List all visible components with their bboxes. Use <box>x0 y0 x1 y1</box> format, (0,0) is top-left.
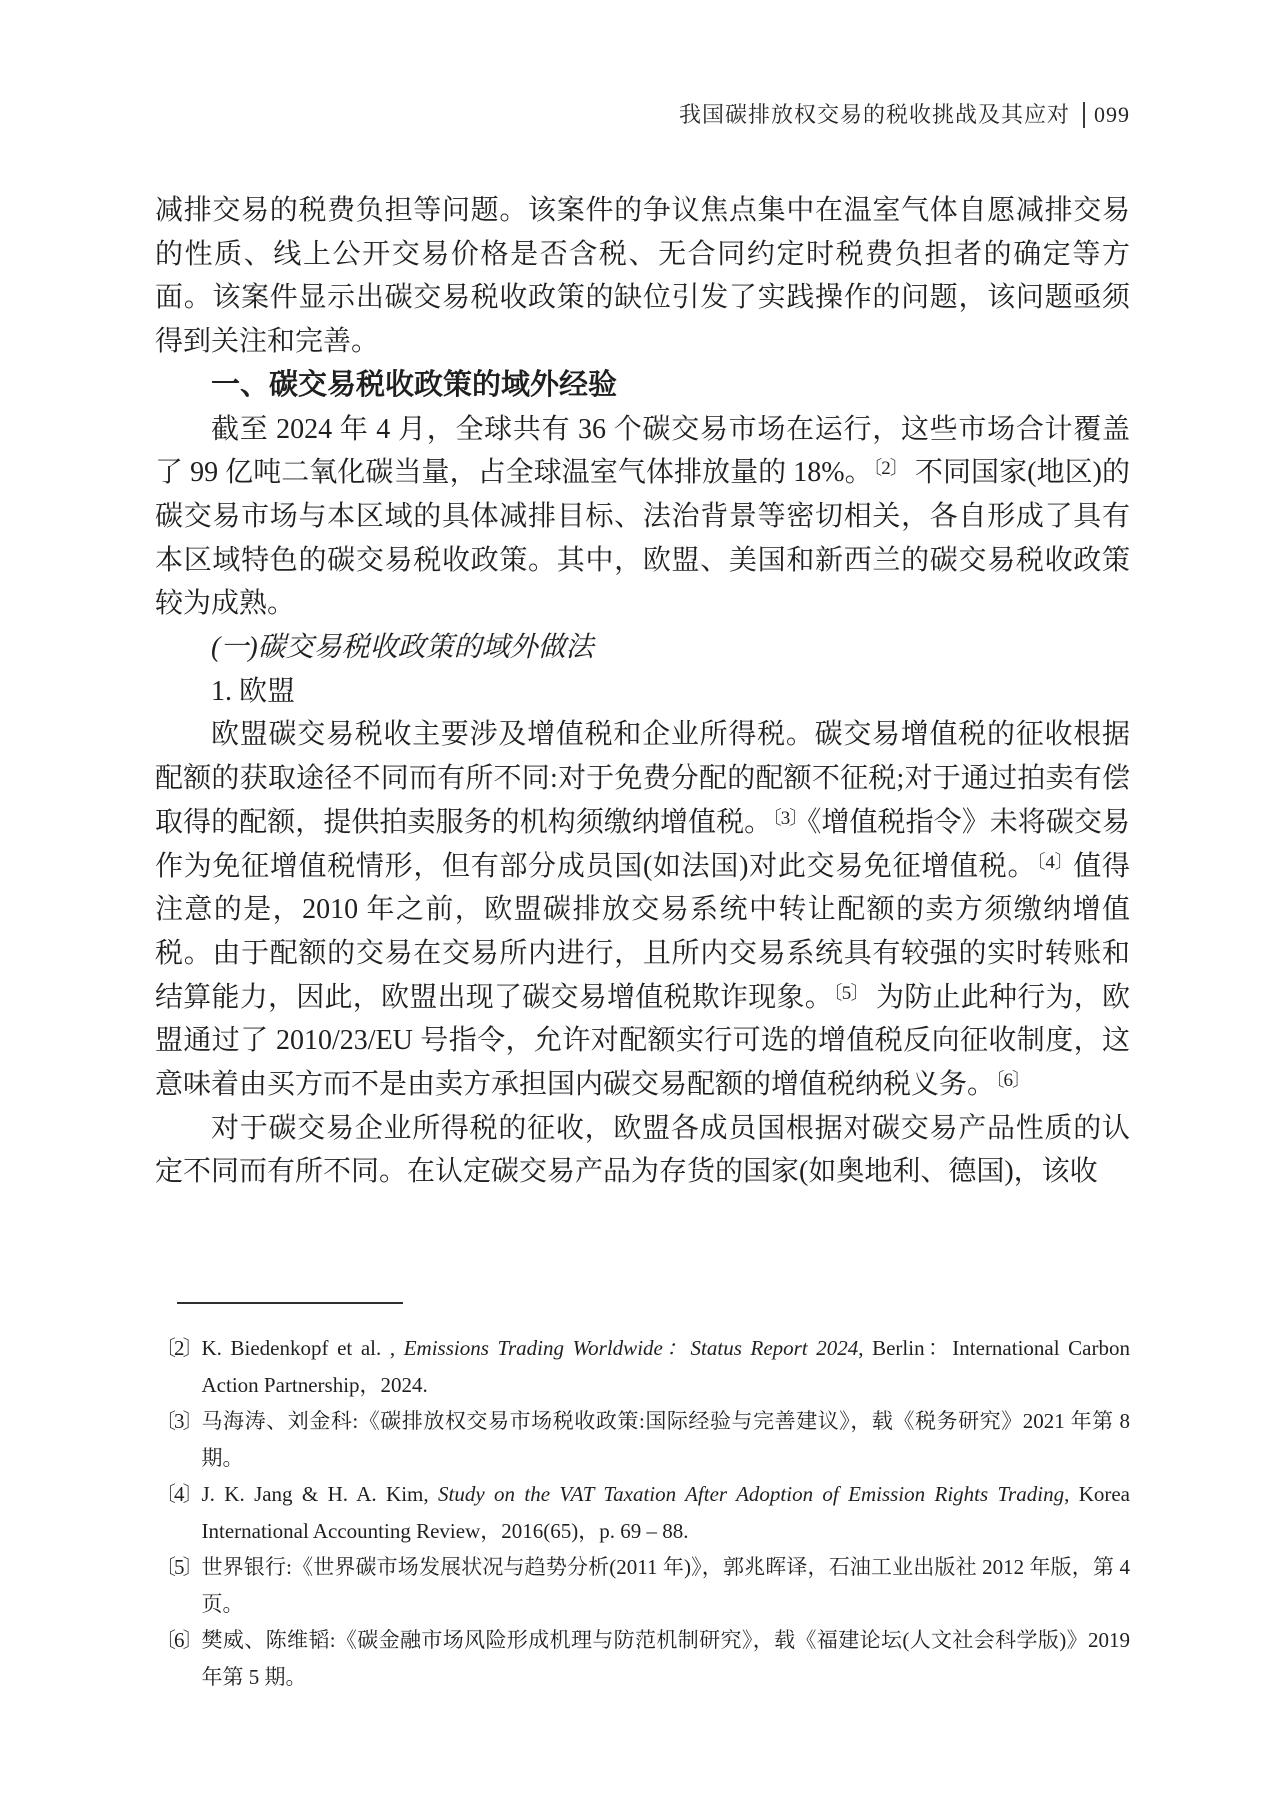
page-number: 099 <box>1094 102 1130 127</box>
footnote-marker: 〔5〕 <box>155 1555 202 1580</box>
paragraph-eu-income-tax: 对于碳交易企业所得税的征收，欧盟各成员国根据对碳交易产品性质的认定不同而有所不同。在认定碳交易产品为存货的国家(如奥地利、德国)，该收 <box>155 1112 1130 1188</box>
footnote-marker: 〔6〕 <box>155 1628 202 1653</box>
footnote-ref-5: 〔5〕 <box>832 982 869 1004</box>
paragraph-text: 截至 2024 年 4 月，全球共有 36 个碳交易市场在运行，这些市场合计覆盖了 99 亿吨二氧化碳当量，占全球温室气体排放量的 18%。 <box>155 413 1130 489</box>
footnote-segment: 马海涛、刘金科:《碳排放权交易市场税收政策:国际经验与完善建议》，载《税务研究》2021 年第 8 期。 <box>201 1409 1130 1470</box>
footnote-text <box>202 1622 1131 1695</box>
footnote-text <box>202 1403 1131 1476</box>
footnote-ref-6: 〔6〕 <box>995 1070 1031 1092</box>
paragraph-overview <box>155 408 1130 627</box>
footnote-segment: 世界银行:《世界碳市场发展状况与趋势分析(2011 年)》，郭兆晖译，石油工业出版社 2012 年版，第 4 页。 <box>201 1555 1130 1616</box>
running-header <box>155 98 1130 132</box>
running-header-title: 我国碳排放权交易的税收挑战及其应对 <box>678 102 1070 127</box>
paragraph-text: 欧盟碳交易税收主要涉及增值税和企业所得税。碳交易增值税的征收根据配额的获取途径不同而有所不同:对于免费分配的配额不征税;对于通过拍卖有偿取得的配额，提供拍卖服务的机构须缴纳增值税。 <box>155 719 1130 838</box>
footnote-2 <box>155 1330 1130 1403</box>
footnote-segment: , Berlin：International Carbon Action Partnership，2024. <box>201 1336 1130 1397</box>
footnote-text <box>202 1549 1131 1622</box>
footnote-6 <box>155 1622 1130 1695</box>
header-divider-line <box>1083 102 1085 128</box>
footnote-separator <box>177 1302 403 1304</box>
footnote-ref-4: 〔4〕 <box>1036 851 1074 873</box>
section-heading: 一、碳交易税收政策的域外经验 <box>210 368 617 401</box>
footnote-marker: 〔2〕 <box>155 1336 202 1361</box>
footnote-title-italic: Study on the VAT Taxation After Adoption of Emission Rights Trading <box>437 1482 1065 1507</box>
footnote-5 <box>155 1549 1130 1622</box>
footnote-segment: J. K. Jang & H. A. Kim, <box>201 1482 438 1507</box>
footnote-4 <box>155 1476 1130 1549</box>
footnote-text <box>202 1330 1131 1403</box>
footnote-marker: 〔4〕 <box>155 1482 202 1507</box>
footnotes <box>155 1330 1130 1695</box>
subsection-heading: (一)碳交易税收政策的域外做法 <box>211 632 594 664</box>
footnote-ref-3: 〔3〕 <box>772 807 808 829</box>
article-body <box>155 189 1130 1194</box>
footnote-segment: , Korea International Accounting Review，2016(65)，p. 69 – 88. <box>201 1482 1130 1543</box>
footnote-3 <box>155 1403 1130 1476</box>
paragraph-text: 为防止此种行为，欧盟通过了 2010/23/EU 号指令，允许对配额实行可选的增值税反向征收制度，这意味着由买方而不是由卖方承担国内碳交易配额的增值税纳税义务。 <box>155 981 1130 1101</box>
footnote-segment: K. Biedenkopf et al. , <box>201 1336 404 1361</box>
paragraph-text: 《增值税指令》未将碳交易作为免征增值税情形，但有部分成员国(如法国)对此交易免征增值税。 <box>155 806 1130 882</box>
paragraph-eu-vat <box>155 713 1130 1106</box>
paragraph-continuation: 减排交易的税费负担等问题。该案件的争议焦点集中在温室气体自愿减排交易的性质、线上公开交易价格是否含税、无合同约定时税费负担者的确定等方面。该案件显示出碳交易税收政策的缺位引发了实践操作的问题，该问题亟须得到关注和完善。 <box>155 195 1130 358</box>
footnote-marker: 〔3〕 <box>155 1409 202 1434</box>
paragraph-text: 值得注意的是，2010 年之前，欧盟碳排放交易系统中转让配额的卖方须缴纳增值税。由于配额的交易在交易所内进行，且所内交易系统具有较强的实时转账和结算能力，因此，欧盟出现了碳交易增值税欺诈现象。 <box>155 850 1130 1013</box>
footnote-text <box>202 1476 1131 1549</box>
footnote-title-italic: Emissions Trading Worldwide：Status Report 2024 <box>403 1336 859 1361</box>
item-heading-eu: 1. 欧盟 <box>211 675 296 707</box>
footnote-ref-2: 〔2〕 <box>872 458 908 480</box>
footnote-segment: 樊威、陈维韬:《碳金融市场风险形成机理与防范机制研究》，载《福建论坛(人文社会科学版)》2019 年第 5 期。 <box>201 1628 1130 1689</box>
paragraph-text: 不同国家(地区)的碳交易市场与本区域的具体减排目标、法治背景等密切相关，各自形成了具有本区域特色的碳交易税收政策。其中，欧盟、美国和新西兰的碳交易税收政策较为成熟。 <box>155 457 1130 620</box>
